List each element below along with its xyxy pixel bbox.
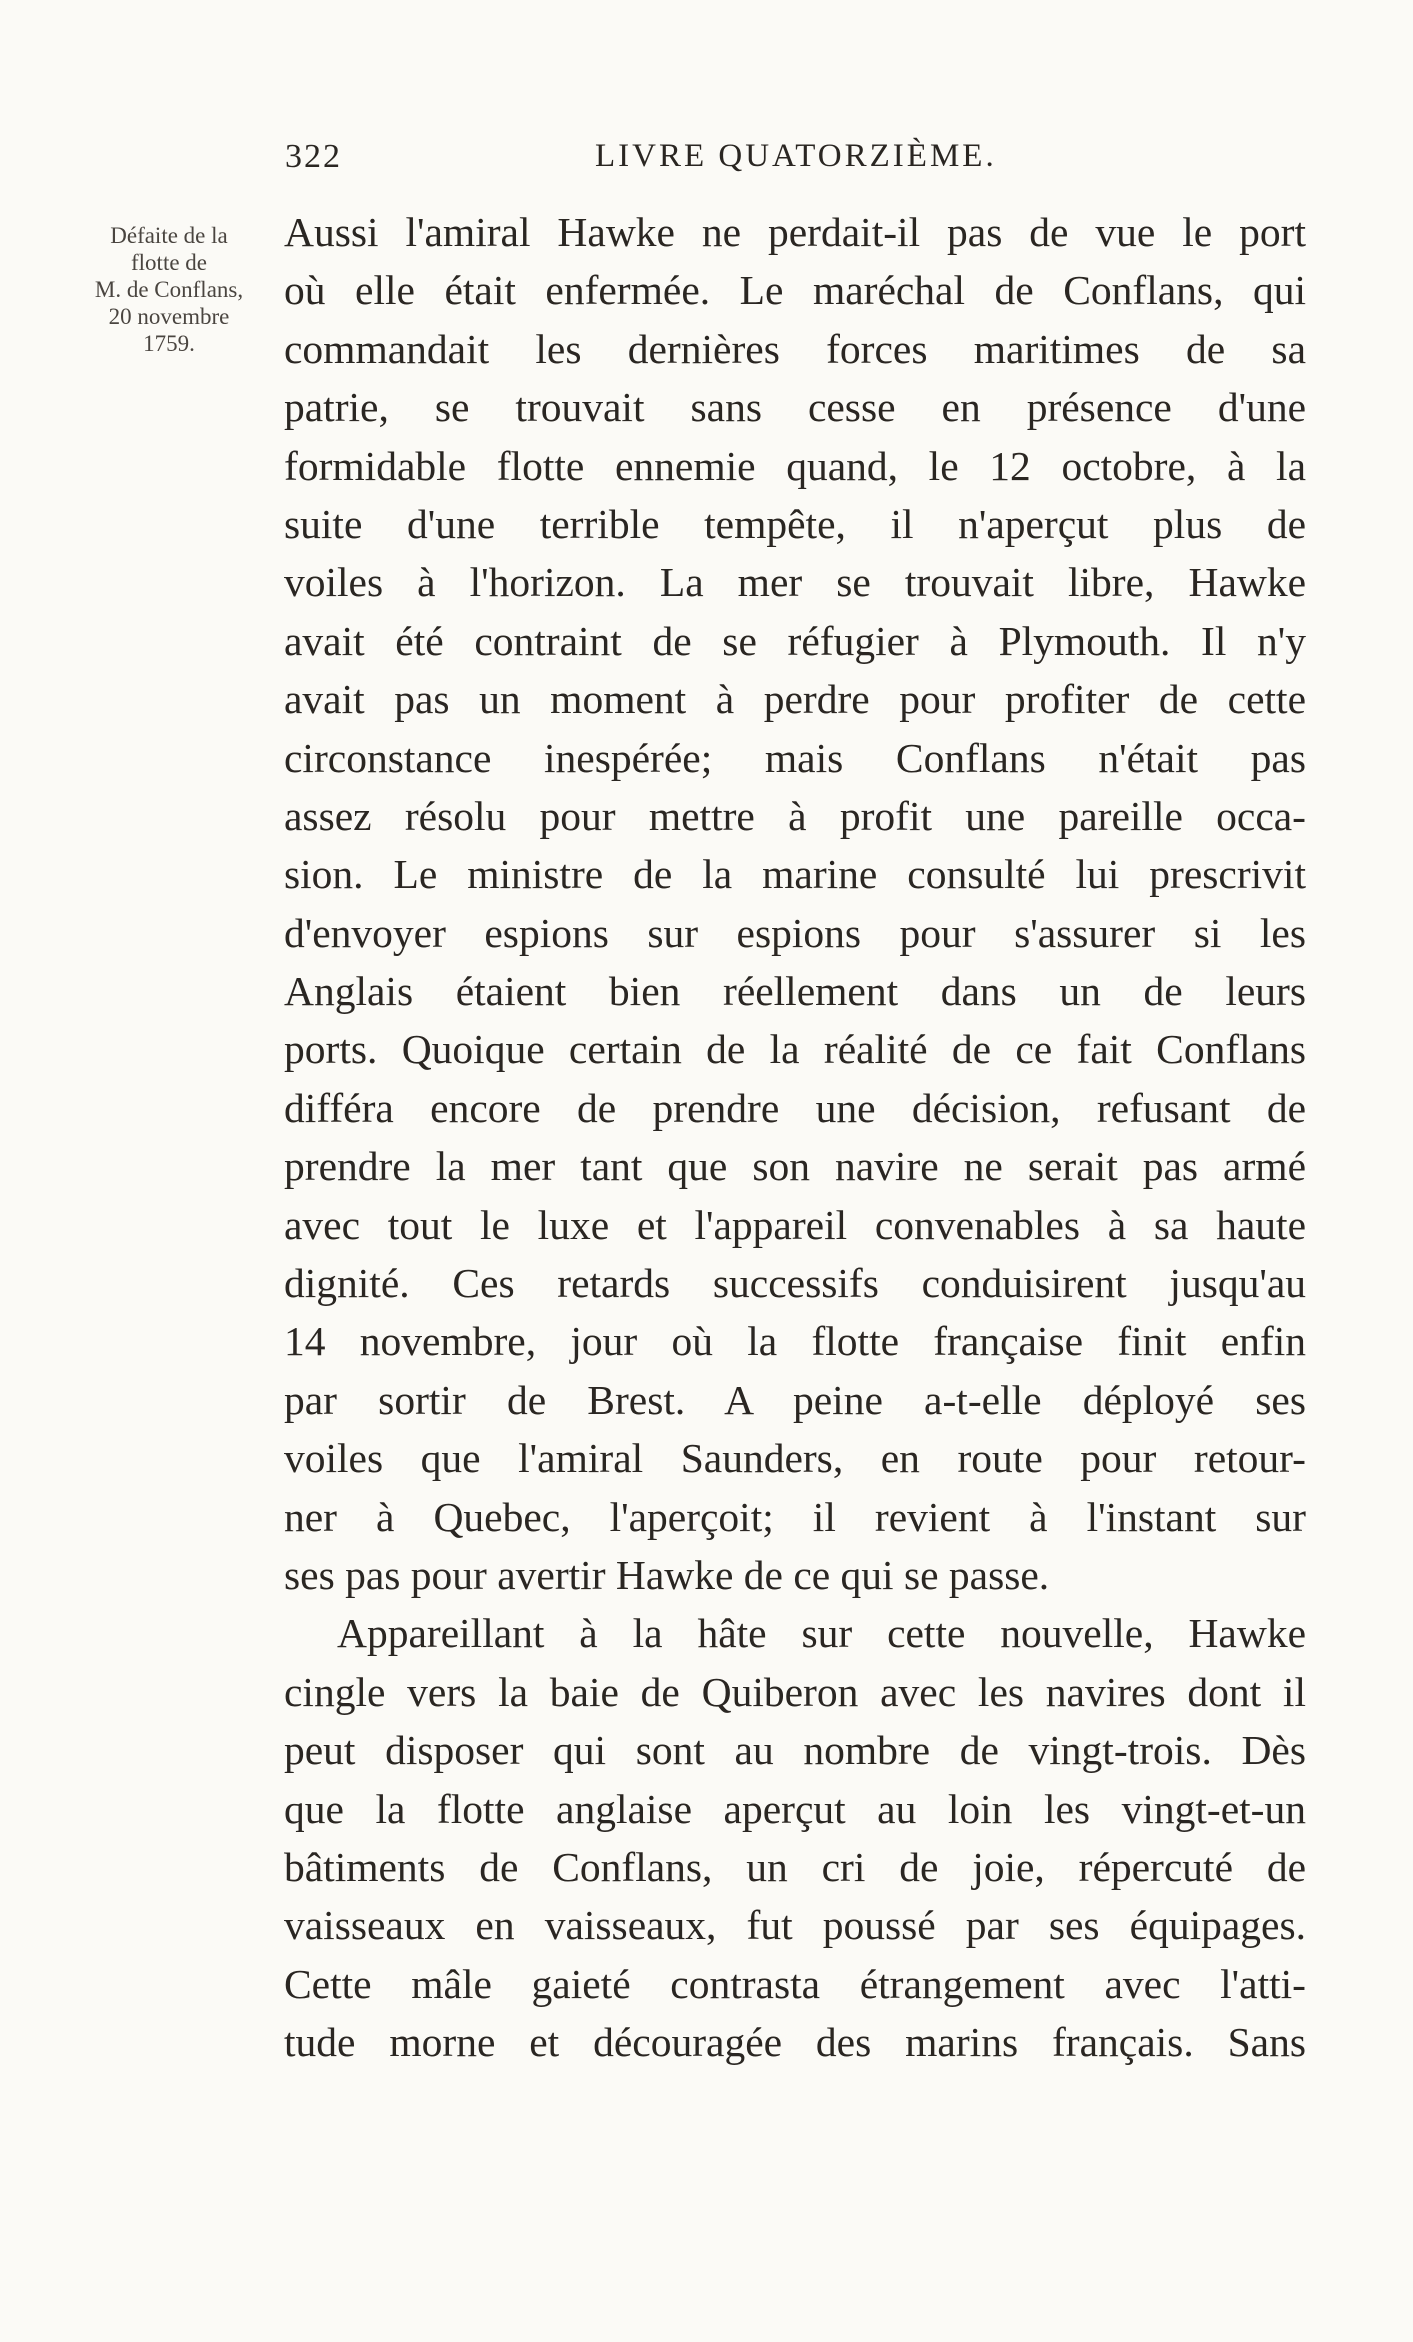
text-line: avec tout le luxe et l'appareil convenables à sa haute — [284, 1201, 1306, 1248]
text-line: formidable flotte ennemie quand, le 12 octobre, à la — [284, 442, 1306, 489]
text-line: suite d'une terrible tempête, il n'aperçut plus de — [284, 500, 1306, 547]
paragraph-1 — [284, 203, 1306, 1604]
text-line: sion. Le ministre de la marine consulté lui prescrivit — [284, 851, 1306, 898]
margin-note-line: M. de Conflans, — [94, 277, 244, 302]
text-line: que la flotte anglaise aperçut au loin les vingt-et-un — [284, 1785, 1306, 1832]
text-line: bâtiments de Conflans, un cri de joie, répercuté de — [284, 1843, 1306, 1890]
text-line: prendre la mer tant que son navire ne serait pas armé — [284, 1143, 1306, 1190]
text-line: voiles que l'amiral Saunders, en route pour retour- — [284, 1435, 1306, 1482]
text-line: par sortir de Brest. A peine a-t-elle déployé ses — [284, 1376, 1306, 1423]
text-line: Aussi l'amiral Hawke ne perdait-il pas de vue le port — [284, 209, 1306, 255]
text-line: cingle vers la baie de Quiberon avec les navires dont il — [284, 1668, 1306, 1715]
text-line: peut disposer qui sont au nombre de vingt-trois. Dès — [284, 1727, 1306, 1774]
margin-note-line: flotte de — [131, 250, 207, 275]
text-line: différa encore de prendre une décision, refusant de — [284, 1084, 1306, 1131]
text-line: avait pas un moment à perdre pour profiter de cette — [284, 676, 1306, 723]
text-line: tude morne et découragée des marins français. Sans — [284, 2019, 1306, 2066]
text-line: d'envoyer espions sur espions pour s'assurer si les — [284, 909, 1306, 956]
body-text — [284, 203, 1306, 2072]
text-line: voiles à l'horizon. La mer se trouvait libre, Hawke — [284, 559, 1306, 606]
margin-note — [68, 222, 270, 357]
text-line: 14 novembre, jour où la flotte française finit enfin — [284, 1318, 1306, 1365]
text-line: où elle était enfermée. Le maréchal de Conflans, qui — [284, 267, 1306, 314]
running-title: LIVRE QUATORZIÈME. — [595, 138, 997, 174]
text-line: commandait les dernières forces maritimes de sa — [284, 325, 1306, 372]
margin-note-line: 20 novembre — [108, 304, 230, 329]
text-line: Anglais étaient bien réellement dans un de leurs — [284, 968, 1306, 1015]
text-line: circonstance inespérée; mais Conflans n'était pas — [284, 734, 1306, 781]
margin-note-line: Défaite de la — [110, 223, 228, 248]
text-line: vaisseaux en vaisseaux, fut poussé par ses équipages. — [284, 1902, 1306, 1949]
text-line: assez résolu pour mettre à profit une pareille occa- — [284, 792, 1306, 839]
text-line: ner à Quebec, l'aperçoit; il revient à l'instant sur — [284, 1493, 1306, 1540]
text-line: ses pas pour avertir Hawke de ce qui se passe. — [284, 1551, 1050, 1598]
text-line: Cette mâle gaieté contrasta étrangement avec l'atti- — [284, 1960, 1306, 2007]
text-line: Appareillant à la hâte sur cette nouvelle, Hawke — [337, 1610, 1306, 1657]
page-header — [285, 138, 1310, 188]
text-line: dignité. Ces retards successifs conduisirent jusqu'au — [284, 1260, 1306, 1307]
text-line: patrie, se trouvait sans cesse en présence d'une — [284, 384, 1306, 431]
text-line: avait été contraint de se réfugier à Plymouth. Il n'y — [284, 617, 1306, 664]
text-line: ports. Quoique certain de la réalité de ce fait Conflans — [284, 1026, 1306, 1073]
paragraph-2 — [284, 1604, 1306, 2071]
page-number: 322 — [285, 138, 342, 175]
margin-note-line: 1759. — [143, 331, 195, 356]
